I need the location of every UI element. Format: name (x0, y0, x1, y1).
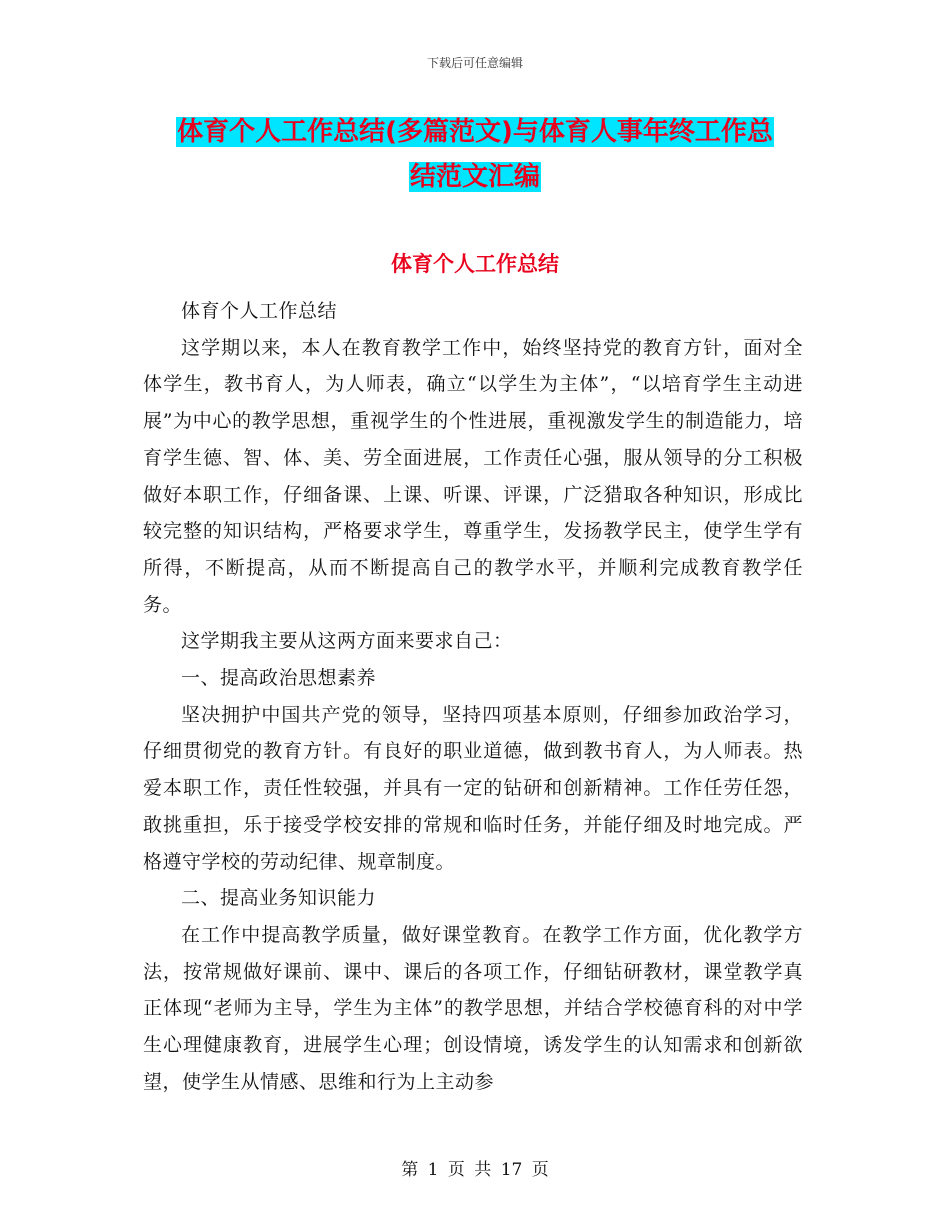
paragraph: 这学期以来，本人在教育教学工作中，始终坚持党的教育方针，面对全体学生，教书育人，为人师表，确立“以学生为主体”，“以培育学生主动进展”为中心的教学思想，重视学生的个性进展，重视激发学生的制造能力，培育学生德、智、体、美、劳全面进展，工作责任心强，服从领导的分工积极做好本职工作，仔细备课、上课、听课、评课，广泛猎取各种知识，形成比较完整的知识结构，严格要求学生，尊重学生，发扬教学民主，使学生学有所得，不断提高，从而不断提高自己的教学水平，并顺利完成教育教学任务。 (143, 336, 803, 616)
paragraph: 在工作中提高教学质量，做好课堂教育。在教学工作方面，优化教学方法，按常规做好课前、课中、课后的各项工作，仔细钻研教材，课堂教学真正体现“老师为主导，学生为主体”的教学思想，并结合学校德育科的对中学生心理健康教育，进展学生心理；创设情境，诱发学生的认知需求和创新欲望，使学生从情感、思维和行为上主动参 (143, 923, 803, 1093)
header-note: 下载后可任意编辑 (426, 56, 523, 70)
paragraph: 体育个人工作总结 (181, 300, 338, 322)
paragraph: 坚决拥护中国共产党的领导，坚持四项基本原则，仔细参加政治学习，仔细贯彻党的教育方针。有良好的职业道德，做到教书育人，为人师表。热爱本职工作，责任性较强，并具有一定的钻研和创新精神。工作任劳任怨，敢挑重担，乐于接受学校安排的常规和临时任务，并能仔细及时地完成。严格遵守学校的劳动纪律、规章制度。 (143, 703, 803, 873)
page-footer: 第 1 页 共 17 页 (401, 1160, 549, 1180)
paragraph: 一、提高政治思想素养 (181, 667, 377, 690)
title-line-1: 体育个人工作总结(多篇范文)与体育人事年终工作总 (177, 117, 773, 147)
paragraph: 二、提高业务知识能力 (181, 887, 377, 910)
title-line-2: 结范文汇编 (409, 162, 540, 192)
section-title: 体育个人工作总结 (391, 252, 559, 276)
paragraph: 这学期我主要从这两方面来要求自己： (181, 630, 513, 653)
document-title (120, 110, 830, 200)
body-text (143, 293, 803, 1100)
